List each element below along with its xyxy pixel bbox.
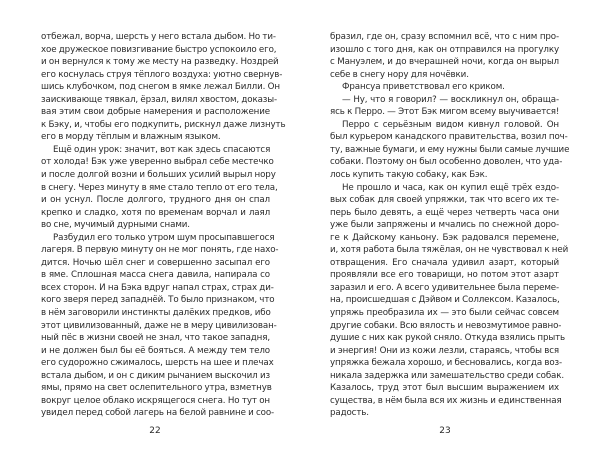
text-line: его в морду тёплым и влажным языком. [41,132,221,143]
text-line: лагеря. В первую минуту он не мог понять, где нахо- [41,245,279,256]
text-line: ный пёс в жизни своей не знал, что такое западня, [41,333,270,344]
text-line: проявляли все его товарищи, но потом этот азарт [330,270,559,281]
text-line: его коснулась струя тёплого воздуха: уютно свернув- [41,69,283,80]
text-line: уже были запряжены и мчались по снежной доро- [330,220,559,231]
text-line: отбежал, ворча, шерсть у него встала дыбом. Но ти- [41,32,276,42]
text-line: существа, в нём была вся их жизнь и единственная [330,395,562,406]
text-line: и он уснул. После долгого, трудного дня он спал [41,195,270,206]
text-line: душие с них как рукой сняло. Откуда взялись прыть [330,333,566,344]
text-line: и энергия! Они из кожи лезли, стараясь, чтобы вся [330,345,559,356]
text-line: перь было девять, а ещё через четверть часа они [330,207,559,218]
text-line: крепко и сладко, хотя по временам ворчал и лаял [41,207,270,218]
text-line: ясь к Перро. — Этот Бэк мигом всему выучивается! [330,107,560,118]
left-page-text [41,31,286,420]
text-line: радость. [330,408,369,419]
text-line: от холода! Бэк уже уверенно выбрал себе местечко [41,157,274,168]
text-line: Франсуа приветствовал его криком. [342,82,505,93]
text-line: и не должен был бы её бояться. А между тем тело [41,345,270,356]
text-line: себе в снегу нору для ночёвки. [330,69,469,80]
text-line: лось купить такую собаку, как Бэк. [330,170,488,181]
text-line: — Ну, что я говорил? — воскликнул он, обраща- [342,94,559,105]
text-line: бразил, где он, сразу вспомнил всё, что с ним про- [330,32,559,42]
text-line: шись клубочком, под снегом в ямке лежал Билли. Он [41,82,280,93]
page-number-right: 23 [439,426,451,436]
text-line: ге к Дайскому каньону. Бэк радовался перемене, [330,232,559,243]
text-line: на, происшедшая с Дэйвом и Соллексом. Казалось, [330,295,560,306]
text-line: дится. Ночью шёл снег и совершенно засыпал его [41,257,270,268]
text-line: кого зверя перед западнёй. То было признаком, что [41,295,275,306]
text-line: заразил и его. А всего удивительнее была переме- [330,282,559,293]
text-line: Разбудил его только утром шум просыпавшегося [53,232,275,243]
text-line: упряжь преобразила их — это были сейчас совсем [330,308,559,319]
text-line: во сне, мучимый дурными снами. [41,220,190,231]
text-line: хое дружеское повизгивание быстро успокоило его, [41,44,277,55]
text-line: отвращения. Его сначала удивил азарт, который [330,257,559,268]
text-line: ту, важные бумаги, и ему нужны были самые лучшие [330,144,570,155]
text-line: Казалось, труд этот был высшим выражением их [330,383,559,394]
text-line: Ещё один урок: значит, вот как здесь спасаются [53,144,271,155]
text-line: в снегу. Через минуту в яме стало тепло от его тела, [41,182,278,193]
text-line: никала задержка или замешательство среди собак. [330,370,565,381]
text-line: в нём заговорили инстинкты далёких предков, ибо [41,308,271,319]
text-line: вых собак для своей упряжки, так что всего их те- [330,195,559,206]
right-page-text [330,31,570,420]
text-line: встала дыбом, и он с диким рычанием выскочил из [41,370,270,381]
text-line: вая этим свои добрые намерения и расположение [41,107,270,118]
text-line: в яме. Сплошная масса снега давила, напирала со [41,270,270,281]
text-line: всех сторон. И на Бэка вдруг напал страх, страх ди- [41,282,274,293]
text-line: ямы, прямо на свет ослепительного утра, взметнув [41,383,272,394]
text-line: увидел перед собой лагерь на белой равнине и соо- [41,408,275,419]
text-line: этот цивилизованный, даже не в меру цивилизован- [41,320,277,331]
text-line: и после долгой возни и больших усилий вырыл нору [41,170,276,181]
text-line: и, хотя работа была тяжёлая, он не чувствовал к ней [330,245,569,256]
text-line: другие собаки. Всю вялость и невозмутимое равно- [330,320,562,331]
page-number-left: 22 [149,426,161,436]
text-line: упряжка бежала хорошо, и бесновались, когда воз- [330,358,563,369]
text-line: вокруг целое облако искрящегося снега. Но тут он [41,395,270,406]
text-line: Перро с серьёзным видом кивнул головой. Он [342,119,559,130]
text-line: изошло с того дня, как он отправился на прогулку [330,44,559,55]
text-line: с Мануэлем, и до вчерашней ночи, когда он вырыл [330,57,559,68]
text-line: Не прошло и часа, как он купил ещё трёх ездо- [342,182,559,193]
text-line: к Бэку, и, чтобы его подкупить, рискнул даже лизнуть [41,119,286,130]
text-line: заискивающе тявкал, ёрзал, вилял хвостом, доказы- [41,94,278,105]
text-line: собаки. Поэтому он был особенно доволен, что уда- [330,157,563,168]
text-line: его судорожно сжималось, шерсть на шее и плечах [41,358,274,369]
text-line: и он вернулся к тому же месту на разведку. Ноздрей [41,57,279,68]
text-line: был курьером канадского правительства, возил поч- [330,132,568,143]
